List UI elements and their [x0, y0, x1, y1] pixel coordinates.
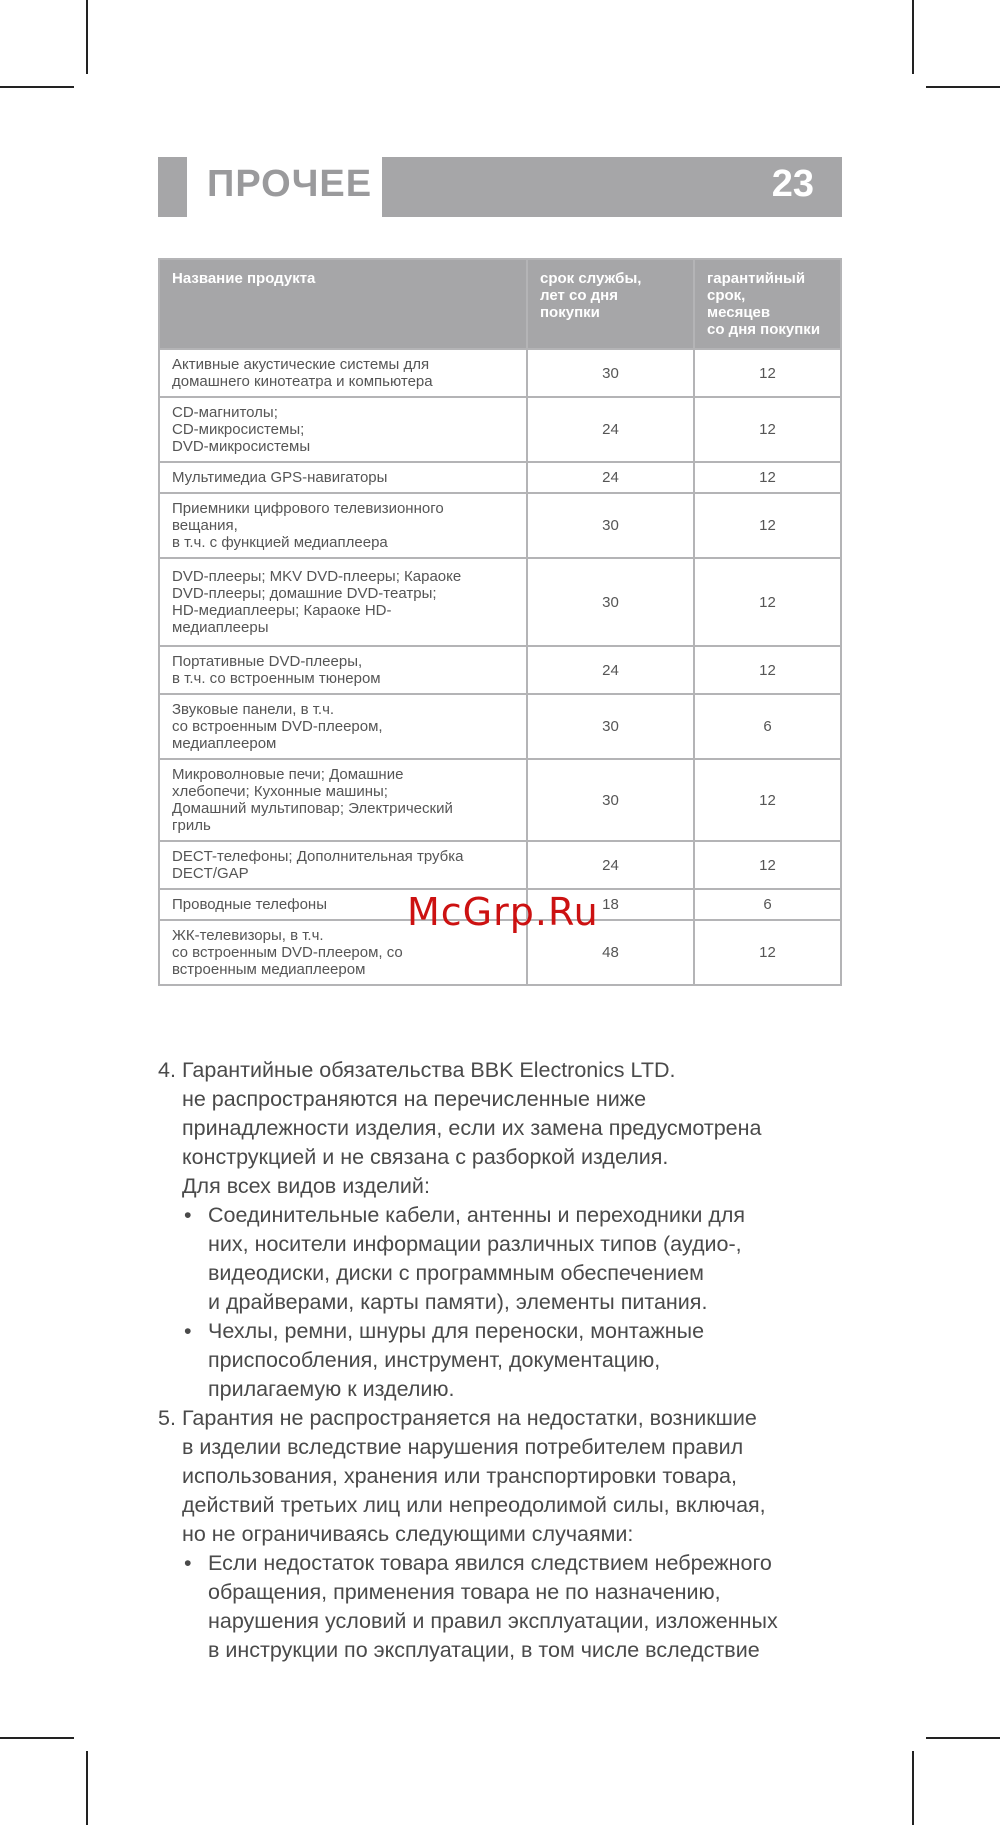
bullet-text: Если недостаток товара явился следствием небрежного обращения, применения товара не по назначению, нарушения условий и правил эксплуатации, изложенных в инструкции по эксплуатации, в том числе вследствие — [208, 1551, 778, 1662]
service-life-cell: 18 — [527, 889, 694, 920]
table-row — [159, 558, 841, 646]
table-row — [159, 694, 841, 759]
product-name-cell: CD-магнитолы; CD-микросистемы; DVD-микросистемы — [159, 397, 527, 462]
bullet-text: Чехлы, ремни, шнуры для переноски, монтажные приспособления, инструмент, документацию, прилагаемую к изделию. — [208, 1319, 705, 1401]
terms-text — [158, 1056, 848, 1665]
crop-mark — [926, 86, 1000, 88]
bullet-item — [182, 1317, 848, 1404]
warranty-table — [158, 258, 842, 986]
product-name-cell: Проводные телефоны — [159, 889, 527, 920]
crop-mark — [0, 86, 74, 88]
list-item-4 — [158, 1056, 848, 1404]
bullet-icon: • — [184, 1203, 192, 1227]
product-name-cell: Микроволновые печи; Домашние хлебопечи; Кухонные машины; Домашний мультиповар; Электрический гриль — [159, 759, 527, 841]
table-row — [159, 462, 841, 493]
service-life-cell: 30 — [527, 694, 694, 759]
warranty-cell: 6 — [694, 889, 841, 920]
bullet-item — [182, 1549, 848, 1665]
warranty-cell: 12 — [694, 462, 841, 493]
product-name-cell: DECT-телефоны; Дополнительная трубка DECT/GAP — [159, 841, 527, 889]
header-bar — [382, 157, 842, 217]
warranty-cell: 12 — [694, 920, 841, 985]
bullet-icon: • — [184, 1551, 192, 1575]
item-text: Гарантия не распространяется на недостатки, возникшие в изделии вследствие нарушения потребителем правил использования, хранения или транспортировки товара, действий третьих лиц или непреодолимой силы, включая, но не ограничиваясь следующими случаями: — [182, 1406, 766, 1546]
warranty-cell: 12 — [694, 646, 841, 694]
bullet-text: Соединительные кабели, антенны и переходники для них, носители информации различных типов (аудио-, видеодиски, диски с программным обеспечением и драйверами, карты памяти), элементы питания. — [208, 1203, 746, 1314]
section-tab — [158, 157, 187, 217]
crop-mark — [0, 1737, 74, 1739]
crop-mark — [86, 0, 88, 74]
column-header-product: Название продукта — [159, 259, 527, 349]
table-row — [159, 349, 841, 397]
table-row — [159, 759, 841, 841]
service-life-cell: 24 — [527, 646, 694, 694]
service-life-cell: 24 — [527, 397, 694, 462]
product-name-cell: Приемники цифрового телевизионного вещания, в т.ч. с функцией медиаплеера — [159, 493, 527, 558]
product-name-cell: Мультимедиа GPS-навигаторы — [159, 462, 527, 493]
service-life-cell: 30 — [527, 493, 694, 558]
table-row — [159, 646, 841, 694]
warranty-cell: 12 — [694, 397, 841, 462]
bullet-icon: • — [184, 1319, 192, 1343]
table-header-row — [159, 259, 841, 349]
product-name-cell: ЖК-телевизоры, в т.ч. со встроенным DVD-плеером, со встроенным медиаплеером — [159, 920, 527, 985]
column-header-warranty: гарантийный срок, месяцев со дня покупки — [694, 259, 841, 349]
service-life-cell: 24 — [527, 462, 694, 493]
section-title: ПРОЧЕЕ — [207, 163, 373, 205]
warranty-cell: 12 — [694, 841, 841, 889]
list-item-5 — [158, 1404, 848, 1665]
service-life-cell: 30 — [527, 558, 694, 646]
crop-mark — [86, 1751, 88, 1825]
column-header-service-life: срок службы, лет со дня покупки — [527, 259, 694, 349]
product-name-cell: Звуковые панели, в т.ч. со встроенным DVD-плеером, медиаплеером — [159, 694, 527, 759]
warranty-cell: 12 — [694, 759, 841, 841]
item-number: 4. — [158, 1058, 176, 1082]
table-row — [159, 397, 841, 462]
item-text: Гарантийные обязательства BBK Electronics LTD. не распространяются на перечисленные ниже принадлежности изделия, если их замена предусмотрена конструкцией и не связана с разборкой изделия. Для всех видов изделий: — [182, 1058, 762, 1198]
service-life-cell: 30 — [527, 349, 694, 397]
warranty-cell: 6 — [694, 694, 841, 759]
warranty-cell: 12 — [694, 558, 841, 646]
table-row — [159, 493, 841, 558]
watermark: McGrp.Ru — [407, 890, 599, 934]
table-row — [159, 841, 841, 889]
page-number: 23 — [771, 163, 814, 205]
crop-mark — [926, 1737, 1000, 1739]
service-life-cell: 30 — [527, 759, 694, 841]
warranty-cell: 12 — [694, 349, 841, 397]
item-number: 5. — [158, 1406, 176, 1430]
service-life-cell: 48 — [527, 920, 694, 985]
crop-mark — [912, 1751, 914, 1825]
service-life-cell: 24 — [527, 841, 694, 889]
bullet-item — [182, 1201, 848, 1317]
crop-mark — [912, 0, 914, 74]
product-name-cell: DVD-плееры; MKV DVD-плееры; Караоке DVD-плееры; домашние DVD-театры; HD-медиаплееры; Караоке HD- медиаплееры — [159, 558, 527, 646]
warranty-cell: 12 — [694, 493, 841, 558]
product-name-cell: Активные акустические системы для домашнего кинотеатра и компьютера — [159, 349, 527, 397]
product-name-cell: Портативные DVD-плееры, в т.ч. со встроенным тюнером — [159, 646, 527, 694]
